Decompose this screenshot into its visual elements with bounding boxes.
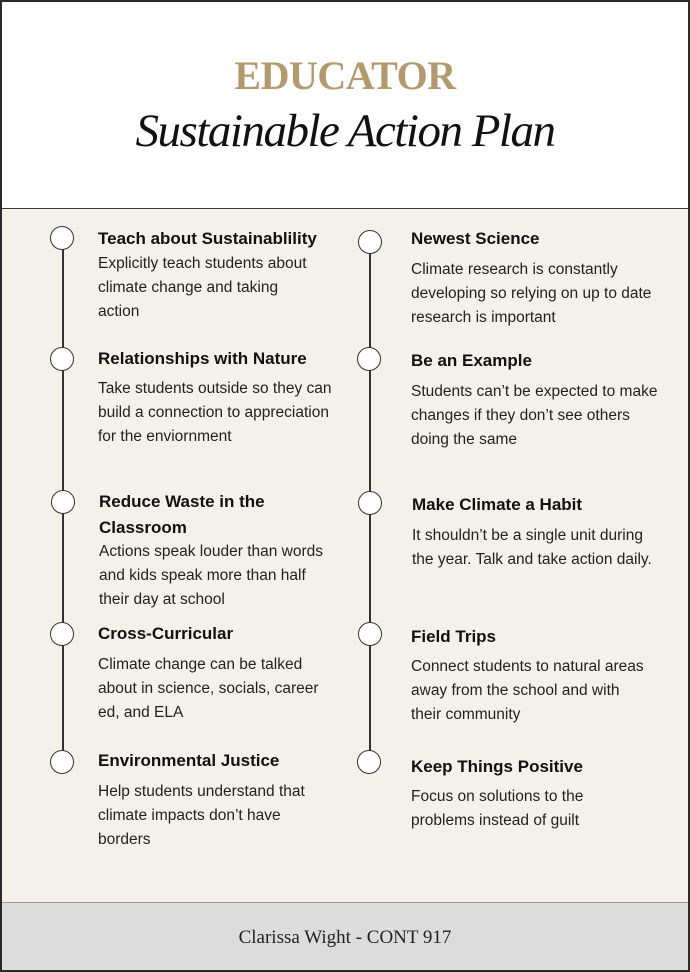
timeline-node [50, 750, 74, 774]
item-description: Students can’t be expected to make changes if they don’t see others doing the same [411, 383, 658, 448]
item-title: Field Trips [411, 627, 497, 646]
item-description: Help students understand that climate impacts don’t have borders [98, 783, 305, 848]
item-title: Make Climate a Habit [412, 495, 583, 514]
item-title: Relationships with Nature [98, 349, 307, 368]
timeline-node [51, 490, 75, 514]
item-title: Keep Things Positive [411, 757, 583, 776]
item-title: Cross-Curricular [98, 624, 234, 643]
page-header [2, 2, 688, 209]
timeline-node [357, 750, 381, 774]
item-description: Climate change can be talked about in science, socials, career ed, and ELA [98, 656, 319, 721]
item-description: Climate research is constantly developing so relying on up to date research is important [411, 261, 652, 326]
timeline-node [358, 230, 382, 254]
timeline-node [50, 347, 74, 371]
author-credit: Clarissa Wight - CONT 917 [238, 927, 452, 948]
page-title: EDUCATOR [234, 53, 456, 98]
item-title: Teach about Sustainablility [98, 229, 317, 248]
item-description: It shouldn’t be a single unit during the year. Talk and take action daily. [412, 527, 652, 568]
item-title: Newest Science [411, 229, 540, 248]
item-title: Environmental Justice [98, 751, 280, 770]
timeline-node [50, 226, 74, 250]
page-footer [2, 902, 688, 970]
timeline-node [358, 491, 382, 515]
item-description: Connect students to natural areas away from the school and with their community [411, 658, 644, 723]
page-subtitle: Sustainable Action Plan [135, 105, 555, 157]
item-description: Actions speak louder than words and kids speak more than half their day at school [99, 543, 324, 608]
item-description: Explicitly teach students about climate change and taking action [98, 255, 307, 320]
timeline-node [357, 347, 381, 371]
item-title: Be an Example [411, 351, 532, 370]
item-description: Take students outside so they can build a connection to appreciation for the enviornment [98, 380, 332, 445]
item-description: Focus on solutions to the problems instead of guilt [411, 788, 584, 829]
timeline-node [50, 622, 74, 646]
item-title: Reduce Waste in the Classroom [99, 492, 265, 537]
timeline-node [358, 622, 382, 646]
